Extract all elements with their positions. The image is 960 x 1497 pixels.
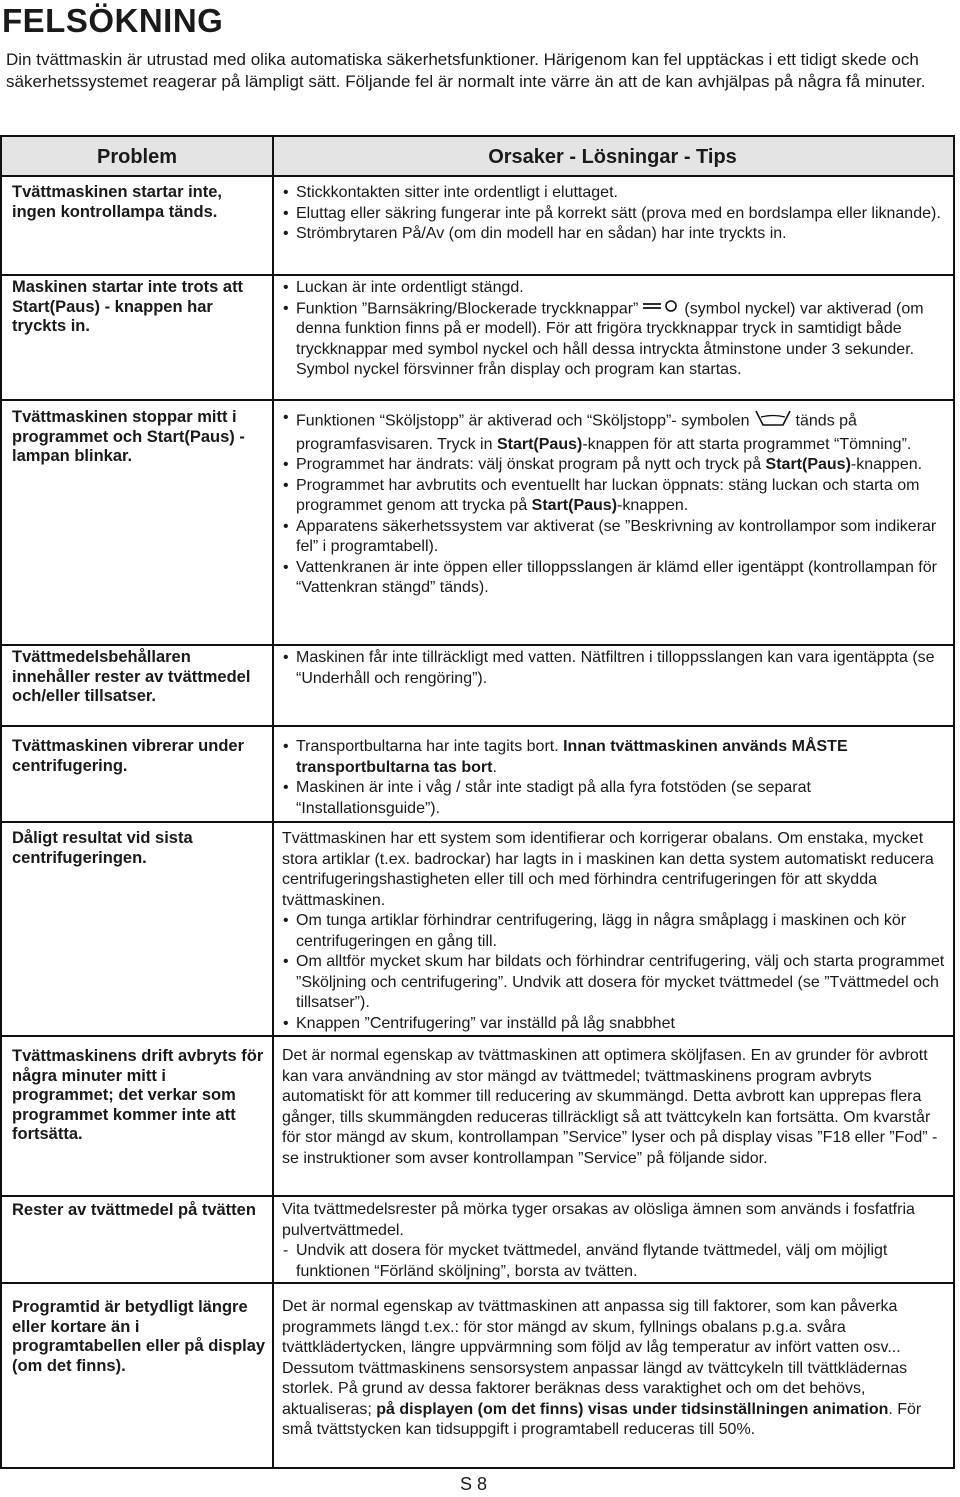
problem-detergent-residue-drawer: Tvättmedelsbehållaren innehåller rester av tvättmedel och/eller tillsatser. <box>12 648 251 705</box>
causes-operation-interrupted <box>282 1046 947 1169</box>
causes-program-time <box>282 1297 947 1441</box>
problem-start-pressed: Maskinen startar inte trots att Start(Paus) - knappen har tryckts in. <box>12 278 244 335</box>
list-item-text: Transportbultarna har inte tagits bort. <box>296 738 559 755</box>
causes-column-header: Orsaker - Lösningar - Tips <box>272 137 953 177</box>
list-item: • Apparatens säkerhetssystem var aktiverat (se ”Beskrivning av kontrollampor som indikerar fel” i programtabell). <box>282 517 947 558</box>
row-divider <box>2 1035 953 1037</box>
list-item-text: -knappen för att starta programmet “Tömning”. <box>582 435 912 453</box>
paragraph: Det är normal egenskap av tvättmaskinen att optimera sköljfasen. En av grunder för avbrott kan vara användning av stor mängd av tvättmedel; tvättmaskinens program avbryts automatiskt för att kommer till reducering av skummängd. Detta avbrott kan upprepas flera gånger, tills skummängden reduceras tillräckligt så att tvättcykeln kan fortsätta. Om kvarstår för stor mängd av skum, kontrollampan ”Service” lyser och på display visas ”F18 eller ”Fod” - se instruktioner som avser kontrollampan ”Service” på följande sidor. <box>282 1047 938 1167</box>
list-item <box>282 299 947 381</box>
list-item <box>282 408 947 455</box>
row-divider <box>2 644 953 646</box>
start-pause-label: Start(Paus) <box>496 435 583 453</box>
bold-warning: Innan tvättmaskinen används MÅSTE transportbultarna tas bort <box>296 738 848 776</box>
list-item-text: Funktion ”Barnsäkring/Blockerade tryckknappar” <box>296 299 639 317</box>
list-item <box>282 737 947 778</box>
list-item-text: -knappen. <box>617 497 689 514</box>
list-item: • Vattenkranen är inte öppen eller tilloppsslangen är klämd eller igentäppt (kontrollampan för “Vattenkran stängd” tänds). <box>282 558 947 599</box>
troubleshooting-table <box>0 135 955 1469</box>
list-item <box>282 455 947 476</box>
dash-item: - Undvik att dosera för mycket tvättmedel, använd flytande tvättmedel, välj om möjligt funktionen “Förländ sköljning”, borsta av tvätten. <box>282 1241 947 1282</box>
problem-operation-interrupted: Tvättmaskinens drift avbryts för några minuter mitt i programmet; det verkar som programmet kommer inte att fortsätta. <box>12 1047 264 1143</box>
list-item: • Luckan är inte ordentligt stängd. <box>282 278 947 299</box>
paragraph-text: . För små tvättstycken kan tidsuppgift i programtabell reduceras till 50%. <box>282 1400 922 1438</box>
rinse-hold-tub-icon <box>753 408 793 435</box>
paragraph: Tvättmaskinen har ett system som identifierar och korrigerar obalans. Om enstaka, mycket stora artiklar (t.ex. badrockar) har lagts in i maskinen kan detta system automatiskt reducera centrifugeringshastigheten eller till och med förhindra centrifugeringen för att skydda tvättmaskinen. <box>282 830 934 909</box>
start-pause-label: Start(Paus) <box>531 497 618 514</box>
list-item: • Stickkontakten sitter inte ordentligt i eluttaget. <box>282 183 947 204</box>
row-divider <box>2 1195 953 1197</box>
causes-no-start <box>282 183 947 245</box>
list-item-text: . <box>492 758 497 776</box>
list-item-text: (symbol nyckel) var aktiverad (om denna funktion finns på er modell). För att frigöra tryckknappar tryck in samtidigt både tryckknappar med symbol nyckel och håll dessa intryckta åtminstone under 3 sekunder. Symbol nyckel försvinner från display och program kan startas. <box>296 299 924 379</box>
page-number: S 8 <box>460 1474 488 1494</box>
problem-program-time: Programtid är betydligt längre eller kortare än i programtabellen eller på display (om det finns). <box>12 1298 266 1375</box>
start-pause-label: Start(Paus) <box>765 456 851 473</box>
page-title: FELSÖKNING <box>2 2 224 39</box>
list-item: • Knappen ”Centrifugering” var inställd på låg snabbhet <box>282 1014 947 1035</box>
causes-residue-on-laundry <box>282 1200 947 1282</box>
paragraph-text: Det är normal egenskap av tvättmaskinen att anpassa sig till faktorer, som kan påverka programmets längd t.ex.: för stor mängd av skum, fyllnings obalans p.g.a. svåra tvättklädertycken, längre uppvärmning som följd av låg temperatur av infört vatten osv... Dessutom tvättmaskinens sensorsystem anpassar längd av tvättcykeln till tvättklädernas storlek. På grund av dessa faktorer beräknas dess varaktighet och om det behövs, aktualiseras; <box>282 1298 908 1418</box>
paragraph <box>282 1297 947 1441</box>
causes-stops-midprogram <box>282 408 947 599</box>
intro-paragraph: Din tvättmaskin är utrustad med olika automatiska säkerhetsfunktioner. Härigenom kan fel upptäckas i ett tidigt skede och säkerhetssystemet reagerar på lämpligt sätt. Följande fel är normalt inte värre än att de kan avhjälpas på några få minuter. <box>6 50 926 91</box>
row-divider <box>2 1282 953 1284</box>
bold-note: på displayen (om det finns) visas under tidsinställningen animation <box>376 1400 889 1418</box>
row-divider <box>2 274 953 276</box>
paragraph: Vita tvättmedelsrester på mörka tyger orsakas av olösliga ämnen som används i fosfatfria pulvertvättmedel. <box>282 1201 915 1239</box>
list-item: • Om tunga artiklar förhindrar centrifugering, lägg in några småplagg i maskinen och kör centrifugeringen en gång till. <box>282 911 947 952</box>
list-item-text: Programmet har ändrats: välj önskat program på nytt och tryck på <box>296 456 762 473</box>
causes-start-pressed <box>282 278 947 381</box>
problem-bad-spin: Dåligt resultat vid sista centrifugeringen. <box>12 829 193 867</box>
row-divider <box>2 399 953 401</box>
list-item: • Eluttag eller säkring fungerar inte på korrekt sätt (prova med en bordslampa eller liknande). <box>282 204 947 225</box>
problem-no-start: Tvättmaskinen startar inte, ingen kontrollampa tänds. <box>12 183 222 221</box>
list-item-text: tänds på programfasvisaren. Tryck in <box>296 412 857 453</box>
list-item: • Maskinen är inte i våg / står inte stadigt på alla fyra fotstöden (se separat “Installationsguide”). <box>282 778 947 819</box>
causes-vibrates <box>282 737 947 819</box>
row-divider <box>2 725 953 727</box>
column-divider <box>272 137 274 1467</box>
problem-vibrates: Tvättmaskinen vibrerar under centrifugering. <box>12 737 244 775</box>
list-item <box>282 476 947 517</box>
list-item: • Maskinen får inte tillräckligt med vatten. Nätfiltren i tilloppsslangen kan vara igentäppta (se “Underhåll och rengöring”). <box>282 648 947 689</box>
key-symbol-icon <box>641 299 681 320</box>
causes-bad-spin <box>282 829 947 1034</box>
problem-residue-on-laundry: Rester av tvättmedel på tvätten <box>12 1201 256 1219</box>
problem-stops-midprogram: Tvättmaskinen stoppar mitt i programmet och Start(Paus) - lampan blinkar. <box>12 408 245 465</box>
problem-column-header: Problem <box>2 137 272 177</box>
row-divider <box>2 821 953 823</box>
list-item-text: Funktionen “Sköljstopp” är aktiverad och “Sköljstopp”- symbolen <box>296 412 750 430</box>
list-item: • Om alltför mycket skum har bildats och förhindrar centrifugering, välj och starta programmet ”Sköljning och centrifugering”. Undvik att dosera för mycket tvättmedel (se ”Tvättmedel och tillsatser”). <box>282 952 947 1014</box>
causes-detergent-residue-drawer <box>282 648 947 689</box>
list-item-text: -knappen. <box>850 456 923 473</box>
list-item: • Strömbrytaren På/Av (om din modell har en sådan) har inte tryckts in. <box>282 224 947 245</box>
list-item-text: Programmet har avbrutits och eventuellt har luckan öppnats: stäng luckan och starta om programmet genom att trycka på <box>296 476 920 514</box>
